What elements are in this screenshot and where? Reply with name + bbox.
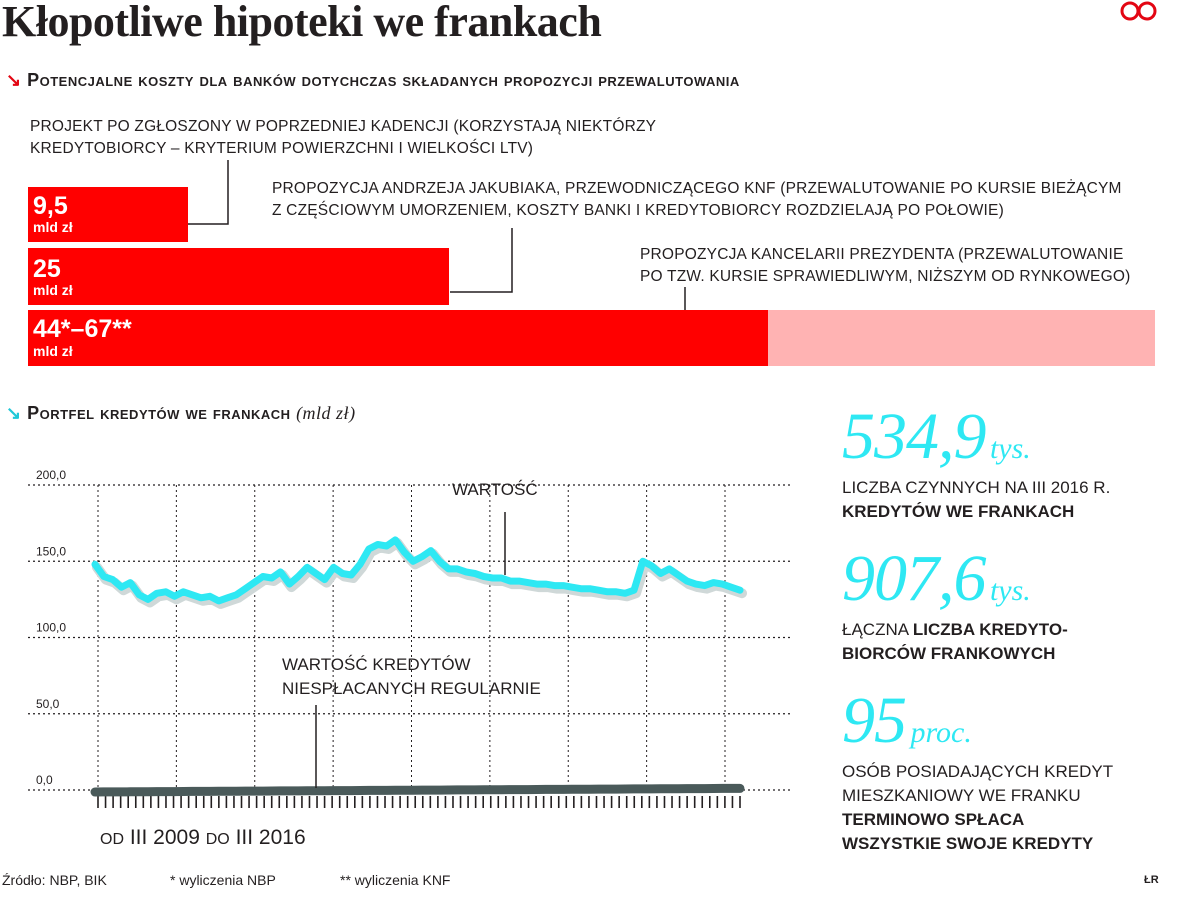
bar-president bbox=[28, 310, 768, 366]
bar-knf-unit: mld zł bbox=[33, 282, 73, 298]
annotation-knf-line1: PROPOZYCJA ANDRZEJA JAKUBIAKA, PRZEWODNICZĄCEGO KNF (PRZEWALUTOWANIE PO KURSIE BIEŻĄCYM bbox=[272, 180, 1122, 197]
label-bad-loans bbox=[282, 653, 541, 701]
series-value-line bbox=[95, 540, 740, 601]
stat-borrowers-line1-bold: LICZBA KREDYTO- bbox=[912, 620, 1068, 639]
stat-borrowers-unit: tys. bbox=[989, 574, 1031, 607]
period-from: III 2009 bbox=[129, 826, 200, 849]
y-tick-label: 200,0 bbox=[36, 468, 67, 482]
stat-active-loans-unit: tys. bbox=[989, 432, 1031, 465]
section1-heading: Potencjalne koszty dla banków dotychczas składanych propozycji przewalutowania bbox=[27, 70, 740, 90]
bar-president-unit: mld zł bbox=[33, 343, 73, 359]
bar-knf-value: 25 bbox=[33, 255, 61, 283]
stat-repayment-number: 95 bbox=[842, 684, 906, 757]
series-bad-loans-line bbox=[95, 788, 740, 792]
bar-president-value: 44*–67** bbox=[33, 315, 132, 343]
stat-borrowers-number: 907,6 bbox=[842, 542, 986, 615]
footer-note2: ** wyliczenia KNF bbox=[340, 872, 451, 888]
section2-heading: Portfel kredytów we frankach bbox=[27, 403, 291, 423]
bar-po-unit: mld zł bbox=[33, 219, 73, 235]
annotation-knf-line2: Z CZĘŚCIOWYM UMORZENIEM, KOSZTY BANKI I KREDYTOBIORCY ROZDZIELAJĄ PO POŁOWIE) bbox=[272, 202, 1004, 219]
footer-source: Źródło: NBP, BIK bbox=[2, 872, 107, 888]
arrow-down-right-icon: ↘ bbox=[6, 70, 22, 90]
annotation-po-line1: PROJEKT PO ZGŁOSZONY W POPRZEDNIEJ KADENCJI (KORZYSTAJĄ NIEKTÓRZY bbox=[30, 118, 657, 135]
footer-note1: * wyliczenia NBP bbox=[170, 872, 276, 888]
stat-borrowers bbox=[842, 542, 1068, 666]
stat-borrowers-line2: BIORCÓW FRANKOWYCH bbox=[842, 644, 1056, 663]
bar-president-range bbox=[768, 310, 1155, 366]
stat-active-loans bbox=[842, 400, 1111, 524]
bar-po bbox=[28, 187, 188, 242]
page-title: Kłopotliwe hipoteki we frankach bbox=[2, 0, 602, 46]
y-tick-label: 50,0 bbox=[36, 696, 60, 711]
label-bad-line1: WARTOŚĆ KREDYTÓW bbox=[282, 655, 471, 674]
annotation-president-line1: PROPOZYCJA KANCELARII PREZYDENTA (PRZEWALUTOWANIE bbox=[640, 246, 1124, 263]
period-to: III 2016 bbox=[235, 826, 306, 849]
stat-borrowers-line1-plain: ŁĄCZNA bbox=[842, 620, 913, 639]
footer-author: ŁR bbox=[1144, 874, 1159, 886]
period-label bbox=[100, 826, 306, 850]
y-tick-label: 100,0 bbox=[36, 620, 67, 635]
y-tick-label: 150,0 bbox=[36, 544, 67, 559]
annotation-president-line2: PO TZW. KURSIE SPRAWIEDLIWYM, NIŻSZYM OD RYNKOWEGO) bbox=[640, 268, 1131, 285]
stat-repayment-line1: OSÓB POSIADAJĄCYCH KREDYT bbox=[842, 762, 1114, 781]
portfolio-line-chart bbox=[0, 440, 800, 820]
annotation-po-line2: KREDYTOBIORCY – KRYTERIUM POWIERZCHNI I WIELKOŚCI LTV) bbox=[30, 140, 534, 157]
label-value: WARTOŚĆ bbox=[452, 480, 538, 499]
stat-active-loans-line2: KREDYTÓW WE FRANKACH bbox=[842, 502, 1075, 521]
period-do: DO bbox=[205, 831, 230, 848]
section2-heading-wrap bbox=[6, 403, 356, 424]
bar-knf bbox=[28, 248, 449, 305]
arrow-down-right-icon: ↘ bbox=[6, 403, 22, 423]
label-bad-line2: NIESPŁACANYCH REGULARNIE bbox=[282, 679, 541, 698]
stat-repayment-unit: proc. bbox=[910, 716, 972, 749]
period-od: OD bbox=[100, 831, 124, 848]
stat-repayment-line4: WSZYSTKIE SWOJE KREDYTY bbox=[842, 834, 1094, 853]
bar-po-value: 9,5 bbox=[33, 192, 68, 220]
stat-repayment-line2: MIESZKANIOWY WE FRANKU bbox=[842, 786, 1081, 805]
stat-active-loans-line1: LICZBA CZYNNYCH NA III 2016 R. bbox=[842, 478, 1111, 497]
stat-repayment bbox=[842, 684, 1114, 856]
section2-unit: (mld zł) bbox=[296, 403, 356, 423]
stat-repayment-line3: TERMINOWO SPŁACA bbox=[842, 810, 1025, 829]
y-tick-label: 0,0 bbox=[36, 773, 53, 787]
stat-active-loans-number: 534,9 bbox=[842, 400, 986, 473]
